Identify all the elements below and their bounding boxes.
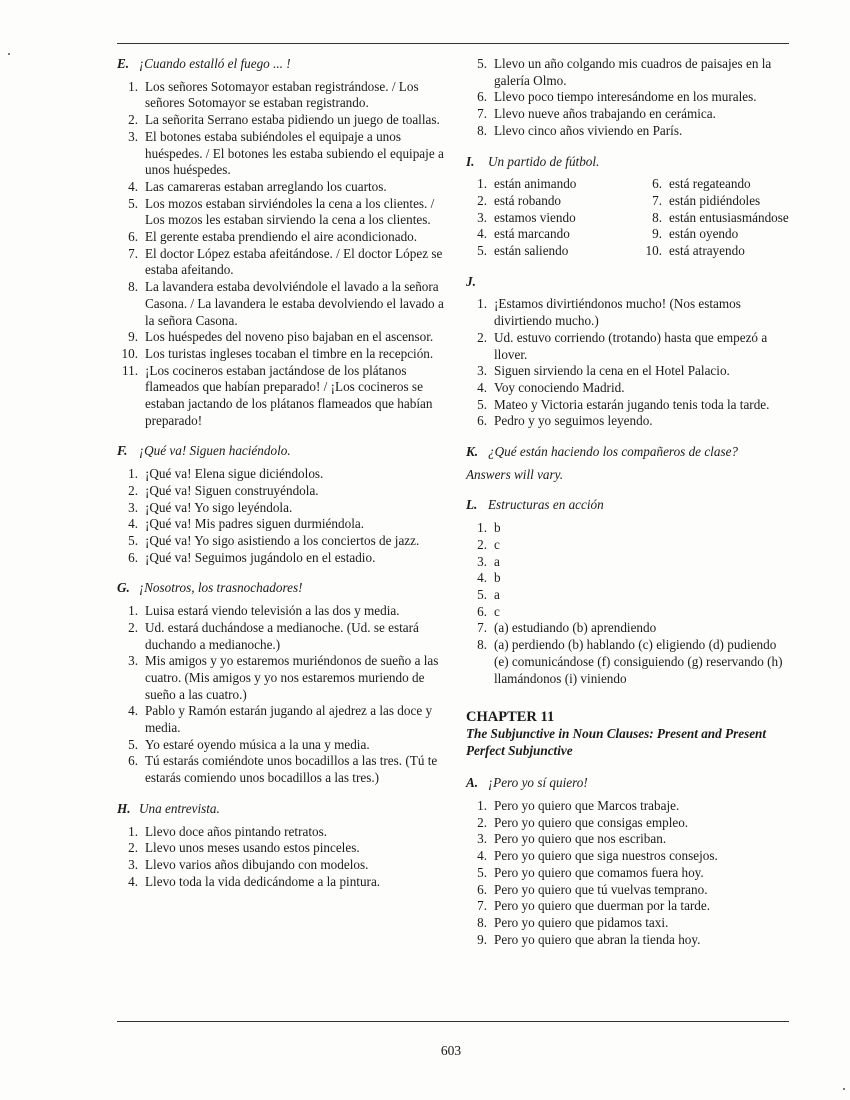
- section-letter: H.: [117, 800, 131, 816]
- answer-list: [466, 296, 791, 430]
- answer-list: [117, 603, 447, 787]
- list-item: 4. Pero yo quiero que siga nuestros consejos.: [477, 848, 718, 864]
- list-item: 8. La lavandera estaba devolviéndole el lavado a la señora Casona. / La lavandera le estaba devolviendo el lavado a la señora Casona.: [128, 279, 444, 328]
- list-item: 2. c: [477, 536, 500, 552]
- list-item: 4. Las camareras estaban arreglando los cuartos.: [128, 178, 387, 194]
- section-j: [466, 274, 791, 430]
- list-item: 7. El doctor López estaba afeitándose. / El doctor López se estaba afeitando.: [128, 245, 443, 278]
- list-item: 4. Llevo toda la vida dedicándome a la pintura.: [128, 873, 381, 889]
- list-item: 6. El gerente estaba prendiendo el aire acondicionado.: [128, 229, 418, 245]
- section-k-heading: [466, 444, 791, 461]
- answer-list: [117, 79, 447, 430]
- list-item: 4. está marcando: [477, 226, 570, 242]
- list-item: 3. Mis amigos y yo estaremos muriéndonos de sueño a las cuatro. (Mis amigos y yo nos estaremos muriendo de sueño a las cuatro.): [128, 653, 439, 702]
- list-item: 6. ¡Qué va! Seguimos jugándolo en el estadio.: [128, 549, 376, 565]
- list-item: 6. Tú estarás comiéndote unos bocadillos a las tres. (Tú te estarás comiendo unos bocadillos a las tres.): [128, 753, 438, 786]
- list-item: 11. ¡Los cocineros estaban jactándose de los plátanos flameados que habían preparado! / ¡Los cocineros se estaban jactando de los plátanos flameados que habían preparado!: [122, 362, 433, 428]
- list-item: 10. Los turistas ingleses tocaban el timbre en la recepción.: [121, 345, 434, 361]
- scan-speck: [843, 1088, 845, 1090]
- list-item: 5. a: [477, 586, 500, 602]
- answer-list: [466, 798, 791, 948]
- list-item: 3. Pero yo quiero que nos escriban.: [477, 831, 667, 847]
- list-item: 1. Llevo doce años pintando retratos.: [128, 823, 328, 839]
- list-item: 4. b: [477, 570, 501, 586]
- list-item: 3. estamos viendo: [477, 209, 576, 225]
- list-item: 1. ¡Qué va! Elena sigue diciéndolos.: [128, 466, 324, 482]
- list-item: 4. Pablo y Ramón estarán jugando al ajedrez a las doce y media.: [128, 703, 433, 736]
- section-letter: J.: [466, 273, 476, 289]
- list-item: 6. Pedro y yo seguimos leyendo.: [477, 413, 653, 429]
- section-i-heading: [466, 154, 791, 171]
- section-note: Answers will vary.: [466, 466, 564, 482]
- list-item: 1. Pero yo quiero que Marcos trabaje.: [477, 798, 680, 814]
- list-item: 1. están animando: [477, 176, 577, 192]
- section-e-heading: [117, 56, 447, 73]
- section-letter: G.: [117, 580, 130, 596]
- section-a-heading: [466, 775, 791, 792]
- section-e: [117, 56, 447, 429]
- list-item: 7. están pidiéndoles: [652, 192, 761, 208]
- list-item: 2. Ud. estará duchándose a medianoche. (Ud. se estará duchando a medianoche.): [128, 619, 419, 652]
- list-item: 3. Siguen sirviendo la cena en el Hotel Palacio.: [477, 363, 730, 379]
- scan-speck: [8, 53, 10, 55]
- section-h: [117, 801, 447, 891]
- list-item: 5. ¡Qué va! Yo sigo asistiendo a los conciertos de jazz.: [128, 532, 420, 548]
- list-item: 2. Llevo unos meses usando estos pinceles.: [128, 840, 360, 856]
- list-item: 1. b: [477, 520, 501, 536]
- section-letter: A.: [466, 775, 479, 791]
- list-item: 2. La señorita Serrano estaba pidiendo un juego de toallas.: [128, 112, 440, 128]
- list-item: 2. ¡Qué va! Siguen construyéndola.: [128, 482, 319, 498]
- section-f-heading: [117, 443, 447, 460]
- list-item: 3. a: [477, 553, 500, 569]
- section-a: [466, 775, 791, 948]
- bottom-rule: [117, 1021, 789, 1022]
- section-l: [466, 497, 791, 687]
- list-item: 8. Pero yo quiero que pidamos taxi.: [477, 914, 669, 930]
- section-title: Estructuras en acción: [488, 497, 604, 513]
- list-item: 6. Pero yo quiero que tú vuelvas temprano.: [477, 881, 708, 897]
- answer-grid: [466, 176, 791, 260]
- section-title: ¿Qué están haciendo los compañeros de clase?: [488, 444, 739, 460]
- top-rule: [117, 43, 789, 44]
- answer-list: [641, 176, 791, 260]
- section-letter: E.: [117, 56, 130, 71]
- answer-list: [466, 176, 641, 260]
- list-item: 7. (a) estudiando (b) aprendiendo: [477, 620, 657, 636]
- list-item: 5. Mateo y Victoria estarán jugando tenis toda la tarde.: [477, 396, 770, 412]
- section-l-heading: [466, 497, 791, 514]
- list-item: 5. Llevo un año colgando mis cuadros de paisajes en la galería Olmo.: [477, 56, 772, 88]
- answer-list: [117, 466, 447, 566]
- list-item: 7. Llevo nueve años trabajando en cerámica.: [477, 106, 716, 122]
- list-item: 3. ¡Qué va! Yo sigo leyéndola.: [128, 499, 293, 515]
- list-item: 2. Ud. estuvo corriendo (trotando) hasta que empezó a llover.: [477, 329, 768, 362]
- section-k: [466, 444, 791, 483]
- list-item: 6. está regateando: [652, 176, 751, 192]
- section-i: [466, 154, 791, 260]
- answer-list: [466, 56, 791, 140]
- section-letter: I.: [466, 153, 475, 169]
- section-h-continued: [466, 56, 791, 140]
- list-item: 2. Pero yo quiero que consigas empleo.: [477, 814, 689, 830]
- list-item: 1. Luisa estará viendo televisión a las dos y media.: [128, 603, 400, 619]
- section-letter: L.: [466, 497, 478, 513]
- section-title: ¡Qué va! Siguen haciéndolo.: [139, 443, 291, 459]
- answer-list: [466, 520, 791, 687]
- section-title: Una entrevista.: [139, 800, 220, 816]
- right-column: [466, 56, 791, 962]
- section-h-heading: [117, 801, 447, 818]
- list-item: 2. está robando: [477, 192, 562, 208]
- section-f: [117, 443, 447, 566]
- list-item: 8. están entusiasmándose: [652, 209, 789, 225]
- section-letter: F.: [117, 443, 128, 459]
- list-item: 3. Llevo varios años dibujando con modelos.: [128, 856, 369, 872]
- chapter-title: CHAPTER 11: [466, 709, 555, 726]
- list-item: 7. Pero yo quiero que duerman por la tarde.: [477, 898, 711, 914]
- list-item: 10. está atrayendo: [645, 243, 745, 259]
- list-item: 5. Pero yo quiero que comamos fuera hoy.: [477, 864, 704, 880]
- list-item: 9. están oyendo: [652, 226, 739, 242]
- section-title: ¡Nosotros, los trasnochadores!: [139, 580, 303, 596]
- page-number: 603: [440, 1043, 462, 1058]
- list-item: 9. Los huéspedes del noveno piso bajaban en el ascensor.: [128, 329, 434, 345]
- list-item: 5. Yo estaré oyendo música a la una y media.: [128, 736, 370, 752]
- section-j-heading: [466, 274, 791, 291]
- section-g-heading: [117, 580, 447, 597]
- list-item: 4. ¡Qué va! Mis padres siguen durmiéndola.: [128, 516, 365, 532]
- list-item: 1. Los señores Sotomayor estaban registrándose. / Los señores Sotomayor se estaban registrando.: [128, 78, 419, 111]
- list-item: 8. (a) perdiendo (b) hablando (c) eligiendo (d) pudiendo (e) comunicándose (f) consiguiendo (g) reservando (h) llamándonos (i) viniendo: [477, 637, 783, 686]
- list-item: 8. Llevo cinco años viviendo en París.: [477, 122, 683, 138]
- list-item: 6. Llevo poco tiempo interesándome en los murales.: [477, 89, 757, 105]
- section-g: [117, 580, 447, 786]
- chapter-subtitle: The Subjunctive in Noun Clauses: Present and Present Perfect Subjunctive: [466, 725, 767, 758]
- list-item: 4. Voy conociendo Madrid.: [477, 379, 625, 395]
- answer-list: [117, 824, 447, 891]
- section-title: ¡Cuando estalló el fuego ... !: [139, 56, 291, 71]
- left-column: [117, 56, 447, 904]
- list-item: 5. Los mozos estaban sirviéndoles la cena a los clientes. / Los mozos les estaban sirviendo la cena a los clientes.: [128, 195, 435, 228]
- section-title: ¡Pero yo sí quiero!: [488, 775, 588, 791]
- list-item: 6. c: [477, 603, 500, 619]
- section-title: Un partido de fútbol.: [488, 153, 600, 169]
- list-item: 3. El botones estaba subiéndoles el equipaje a unos huéspedes. / El botones les estaba subiendo el equipaje a unos huéspedes.: [128, 128, 444, 178]
- list-item: 1. ¡Estamos divirtiéndonos mucho! (Nos estamos divirtiendo mucho.): [477, 296, 741, 329]
- list-item: 9. Pero yo quiero que abran la tienda hoy.: [477, 931, 701, 947]
- section-letter: K.: [466, 444, 479, 460]
- list-item: 5. están saliendo: [477, 243, 569, 259]
